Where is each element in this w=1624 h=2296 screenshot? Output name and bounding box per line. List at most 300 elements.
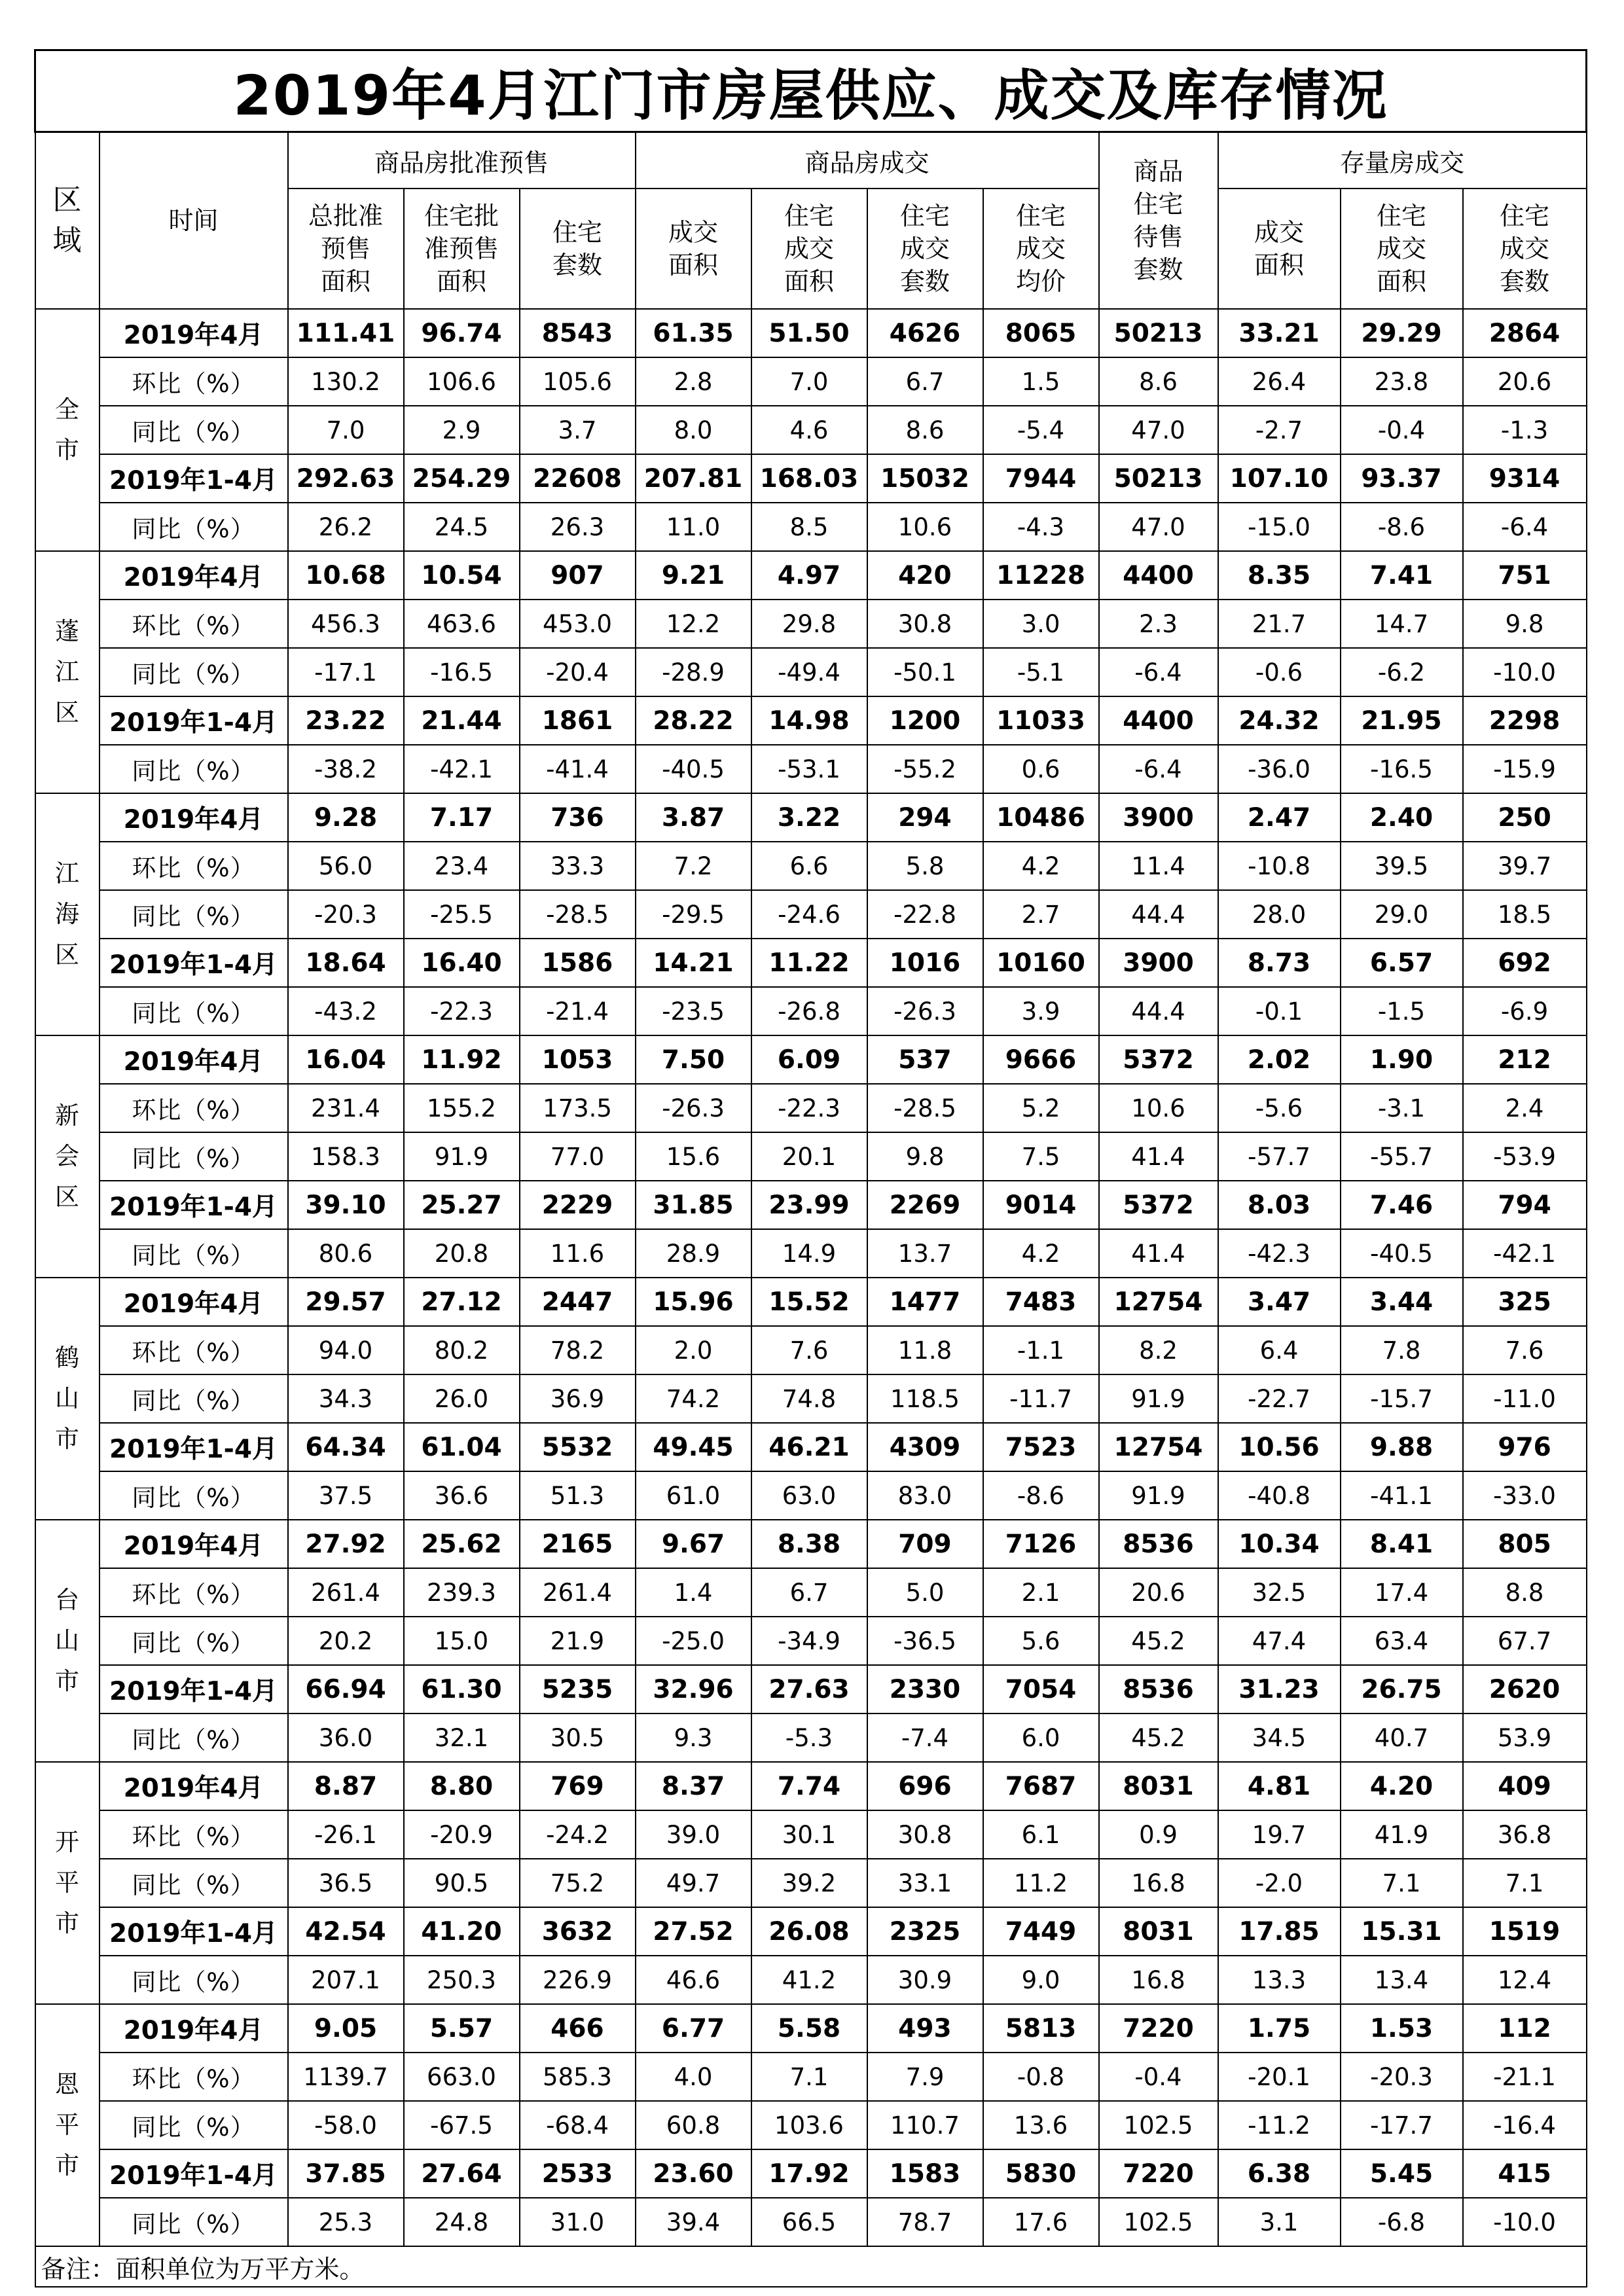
value-cell: 696 bbox=[867, 1762, 983, 1810]
value-cell: 1861 bbox=[520, 696, 636, 745]
period-cell: 2019年1-4月 bbox=[99, 1907, 288, 1956]
table-row bbox=[35, 2101, 1587, 2149]
value-cell: 2229 bbox=[520, 1181, 636, 1229]
table-row bbox=[35, 2149, 1587, 2198]
table-row bbox=[35, 1520, 1587, 1568]
period-cell: 2019年1-4月 bbox=[99, 454, 288, 503]
value-cell: 9.67 bbox=[636, 1520, 751, 1568]
value-cell: 23.22 bbox=[288, 696, 404, 745]
presale-group-header: 商品房批准预售 bbox=[288, 132, 636, 189]
value-cell: -6.4 bbox=[1463, 503, 1587, 551]
value-cell: 3.7 bbox=[520, 406, 636, 454]
value-cell: 91.9 bbox=[404, 1132, 520, 1181]
table-row bbox=[35, 842, 1587, 890]
value-cell: 41.9 bbox=[1341, 1810, 1463, 1859]
value-cell: 709 bbox=[867, 1520, 983, 1568]
value-cell: -6.4 bbox=[1099, 648, 1218, 696]
value-cell: 8.8 bbox=[1463, 1568, 1587, 1617]
value-cell: 4.20 bbox=[1341, 1762, 1463, 1810]
value-cell: 736 bbox=[520, 793, 636, 842]
value-cell: 10.54 bbox=[404, 551, 520, 600]
value-cell: 6.7 bbox=[867, 357, 983, 406]
period-cell: 环比（%） bbox=[99, 2053, 288, 2101]
value-cell: 2.8 bbox=[636, 357, 751, 406]
period-cell: 同比（%） bbox=[99, 1859, 288, 1907]
table-row bbox=[35, 987, 1587, 1035]
value-cell: -57.7 bbox=[1218, 1132, 1341, 1181]
value-cell: -16.4 bbox=[1463, 2101, 1587, 2149]
value-cell: 8543 bbox=[520, 309, 636, 357]
value-cell: -6.4 bbox=[1099, 745, 1218, 793]
value-cell: 29.8 bbox=[751, 600, 867, 648]
time-header: 时间 bbox=[99, 132, 288, 310]
value-cell: 6.4 bbox=[1218, 1326, 1341, 1374]
value-cell: 2.4 bbox=[1463, 1084, 1587, 1132]
value-cell: 93.37 bbox=[1341, 454, 1463, 503]
value-cell: 12754 bbox=[1099, 1423, 1218, 1471]
value-cell: 2.47 bbox=[1218, 793, 1341, 842]
value-cell: 5813 bbox=[983, 2004, 1099, 2053]
value-cell: 39.10 bbox=[288, 1181, 404, 1229]
period-cell: 2019年4月 bbox=[99, 309, 288, 357]
value-cell: 23.8 bbox=[1341, 357, 1463, 406]
table-row bbox=[35, 1278, 1587, 1326]
table-row bbox=[35, 939, 1587, 987]
value-cell: 1200 bbox=[867, 696, 983, 745]
period-cell: 2019年1-4月 bbox=[99, 696, 288, 745]
value-cell: 1583 bbox=[867, 2149, 983, 2198]
value-cell: 294 bbox=[867, 793, 983, 842]
value-cell: 29.29 bbox=[1341, 309, 1463, 357]
value-cell: 10.6 bbox=[867, 503, 983, 551]
value-cell: 30.5 bbox=[520, 1713, 636, 1762]
value-cell: 5.2 bbox=[983, 1084, 1099, 1132]
value-cell: -36.5 bbox=[867, 1617, 983, 1665]
value-cell: -55.2 bbox=[867, 745, 983, 793]
value-cell: 11033 bbox=[983, 696, 1099, 745]
value-cell: -24.6 bbox=[751, 890, 867, 939]
value-cell: 15.6 bbox=[636, 1132, 751, 1181]
value-cell: -58.0 bbox=[288, 2101, 404, 2149]
value-cell: -21.1 bbox=[1463, 2053, 1587, 2101]
value-cell: 14.7 bbox=[1341, 600, 1463, 648]
value-cell: -10.8 bbox=[1218, 842, 1341, 890]
value-cell: 106.6 bbox=[404, 357, 520, 406]
value-cell: -5.6 bbox=[1218, 1084, 1341, 1132]
value-cell: 64.34 bbox=[288, 1423, 404, 1471]
value-cell: 130.2 bbox=[288, 357, 404, 406]
value-cell: 11.22 bbox=[751, 939, 867, 987]
value-cell: 6.77 bbox=[636, 2004, 751, 2053]
value-cell: 90.5 bbox=[404, 1859, 520, 1907]
value-cell: -8.6 bbox=[983, 1471, 1099, 1520]
value-cell: 5235 bbox=[520, 1665, 636, 1713]
value-cell: 33.21 bbox=[1218, 309, 1341, 357]
value-cell: 250 bbox=[1463, 793, 1587, 842]
value-cell: 30.8 bbox=[867, 600, 983, 648]
value-cell: 6.7 bbox=[751, 1568, 867, 1617]
value-cell: 74.8 bbox=[751, 1374, 867, 1423]
period-cell: 同比（%） bbox=[99, 1713, 288, 1762]
value-cell: 8031 bbox=[1099, 1907, 1218, 1956]
value-cell: 7523 bbox=[983, 1423, 1099, 1471]
value-cell: 3.44 bbox=[1341, 1278, 1463, 1326]
value-cell: 8.37 bbox=[636, 1762, 751, 1810]
value-cell: 26.0 bbox=[404, 1374, 520, 1423]
value-cell: 6.0 bbox=[983, 1713, 1099, 1762]
value-cell: 26.2 bbox=[288, 503, 404, 551]
value-cell: 7.41 bbox=[1341, 551, 1463, 600]
value-cell: 3.22 bbox=[751, 793, 867, 842]
value-cell: 7.6 bbox=[751, 1326, 867, 1374]
value-cell: 102.5 bbox=[1099, 2198, 1218, 2246]
value-cell: -25.5 bbox=[404, 890, 520, 939]
value-cell: 20.1 bbox=[751, 1132, 867, 1181]
value-cell: -42.1 bbox=[1463, 1229, 1587, 1278]
region-name: 全 市 bbox=[35, 309, 99, 551]
value-cell: 2447 bbox=[520, 1278, 636, 1326]
value-cell: 7054 bbox=[983, 1665, 1099, 1713]
value-cell: 41.4 bbox=[1099, 1229, 1218, 1278]
value-cell: 2.40 bbox=[1341, 793, 1463, 842]
value-cell: 2.1 bbox=[983, 1568, 1099, 1617]
table-row bbox=[35, 648, 1587, 696]
value-cell: 28.0 bbox=[1218, 890, 1341, 939]
table-row bbox=[35, 1423, 1587, 1471]
value-cell: 5.58 bbox=[751, 2004, 867, 2053]
value-cell: 4.81 bbox=[1218, 1762, 1341, 1810]
value-cell: -41.4 bbox=[520, 745, 636, 793]
value-cell: 44.4 bbox=[1099, 890, 1218, 939]
value-cell: -34.9 bbox=[751, 1617, 867, 1665]
value-cell: 10.56 bbox=[1218, 1423, 1341, 1471]
value-cell: 8.0 bbox=[636, 406, 751, 454]
table-row bbox=[35, 600, 1587, 648]
value-cell: 168.03 bbox=[751, 454, 867, 503]
value-cell: -17.1 bbox=[288, 648, 404, 696]
value-cell: 9.8 bbox=[867, 1132, 983, 1181]
value-cell: 47.0 bbox=[1099, 406, 1218, 454]
value-cell: -1.1 bbox=[983, 1326, 1099, 1374]
value-cell: 3900 bbox=[1099, 793, 1218, 842]
value-cell: 14.9 bbox=[751, 1229, 867, 1278]
period-cell: 同比（%） bbox=[99, 745, 288, 793]
value-cell: 1016 bbox=[867, 939, 983, 987]
period-cell: 环比（%） bbox=[99, 1084, 288, 1132]
period-cell: 2019年1-4月 bbox=[99, 1665, 288, 1713]
value-cell: -17.7 bbox=[1341, 2101, 1463, 2149]
presale-col-header: 住宅 套数 bbox=[520, 188, 636, 309]
value-cell: 2269 bbox=[867, 1181, 983, 1229]
value-cell: 51.3 bbox=[520, 1471, 636, 1520]
value-cell: 7.8 bbox=[1341, 1326, 1463, 1374]
value-cell: 7687 bbox=[983, 1762, 1099, 1810]
value-cell: -26.8 bbox=[751, 987, 867, 1035]
region-name: 新 会 区 bbox=[35, 1035, 99, 1278]
table-row bbox=[35, 1084, 1587, 1132]
value-cell: 47.0 bbox=[1099, 503, 1218, 551]
value-cell: 226.9 bbox=[520, 1956, 636, 2004]
value-cell: -20.3 bbox=[288, 890, 404, 939]
value-cell: -11.2 bbox=[1218, 2101, 1341, 2149]
value-cell: 7449 bbox=[983, 1907, 1099, 1956]
value-cell: 91.9 bbox=[1099, 1471, 1218, 1520]
value-cell: 21.44 bbox=[404, 696, 520, 745]
value-cell: 493 bbox=[867, 2004, 983, 2053]
value-cell: -53.9 bbox=[1463, 1132, 1587, 1181]
presale-col-header: 总批准 预售 面积 bbox=[288, 188, 404, 309]
value-cell: 1586 bbox=[520, 939, 636, 987]
period-cell: 同比（%） bbox=[99, 890, 288, 939]
value-cell: 4.2 bbox=[983, 842, 1099, 890]
value-cell: 21.95 bbox=[1341, 696, 1463, 745]
value-cell: 61.04 bbox=[404, 1423, 520, 1471]
value-cell: 9.8 bbox=[1463, 600, 1587, 648]
value-cell: -15.0 bbox=[1218, 503, 1341, 551]
value-cell: 8.03 bbox=[1218, 1181, 1341, 1229]
value-cell: 45.2 bbox=[1099, 1713, 1218, 1762]
value-cell: 261.4 bbox=[288, 1568, 404, 1617]
value-cell: 24.32 bbox=[1218, 696, 1341, 745]
value-cell: 36.5 bbox=[288, 1859, 404, 1907]
value-cell: 12754 bbox=[1099, 1278, 1218, 1326]
value-cell: 11.6 bbox=[520, 1229, 636, 1278]
value-cell: 7220 bbox=[1099, 2149, 1218, 2198]
value-cell: -53.1 bbox=[751, 745, 867, 793]
value-cell: 254.29 bbox=[404, 454, 520, 503]
value-cell: 7.74 bbox=[751, 1762, 867, 1810]
presale-col-header: 住宅批 准预售 面积 bbox=[404, 188, 520, 309]
value-cell: 56.0 bbox=[288, 842, 404, 890]
value-cell: 15.31 bbox=[1341, 1907, 1463, 1956]
deal-col-header: 住宅 成交 均价 bbox=[983, 188, 1099, 309]
value-cell: 61.35 bbox=[636, 309, 751, 357]
value-cell: -7.4 bbox=[867, 1713, 983, 1762]
value-cell: 14.21 bbox=[636, 939, 751, 987]
region-name: 台 山 市 bbox=[35, 1520, 99, 1762]
value-cell: -0.8 bbox=[983, 2053, 1099, 2101]
value-cell: -15.7 bbox=[1341, 1374, 1463, 1423]
value-cell: 36.0 bbox=[288, 1713, 404, 1762]
value-cell: 794 bbox=[1463, 1181, 1587, 1229]
value-cell: -5.1 bbox=[983, 648, 1099, 696]
value-cell: 39.7 bbox=[1463, 842, 1587, 890]
value-cell: 27.92 bbox=[288, 1520, 404, 1568]
value-cell: 31.0 bbox=[520, 2198, 636, 2246]
period-cell: 环比（%） bbox=[99, 357, 288, 406]
period-cell: 同比（%） bbox=[99, 1471, 288, 1520]
value-cell: 14.98 bbox=[751, 696, 867, 745]
value-cell: 8.87 bbox=[288, 1762, 404, 1810]
value-cell: -22.8 bbox=[867, 890, 983, 939]
value-cell: 9014 bbox=[983, 1181, 1099, 1229]
value-cell: 5.45 bbox=[1341, 2149, 1463, 2198]
value-cell: 7.6 bbox=[1463, 1326, 1587, 1374]
value-cell: 2.02 bbox=[1218, 1035, 1341, 1084]
value-cell: 8031 bbox=[1099, 1762, 1218, 1810]
value-cell: 207.81 bbox=[636, 454, 751, 503]
value-cell: 10.34 bbox=[1218, 1520, 1341, 1568]
table-row bbox=[35, 1810, 1587, 1859]
value-cell: 27.63 bbox=[751, 1665, 867, 1713]
value-cell: -68.4 bbox=[520, 2101, 636, 2149]
value-cell: 585.3 bbox=[520, 2053, 636, 2101]
table-row bbox=[35, 1762, 1587, 1810]
value-cell: 30.8 bbox=[867, 1810, 983, 1859]
value-cell: -16.5 bbox=[404, 648, 520, 696]
value-cell: 30.9 bbox=[867, 1956, 983, 2004]
value-cell: -50.1 bbox=[867, 648, 983, 696]
value-cell: 5532 bbox=[520, 1423, 636, 1471]
value-cell: 26.75 bbox=[1341, 1665, 1463, 1713]
value-cell: 22608 bbox=[520, 454, 636, 503]
value-cell: 94.0 bbox=[288, 1326, 404, 1374]
period-cell: 2019年4月 bbox=[99, 2004, 288, 2053]
table-row bbox=[35, 309, 1587, 357]
value-cell: 77.0 bbox=[520, 1132, 636, 1181]
value-cell: 16.8 bbox=[1099, 1956, 1218, 2004]
region-name: 蓬 江 区 bbox=[35, 551, 99, 793]
period-cell: 同比（%） bbox=[99, 1374, 288, 1423]
value-cell: 11.8 bbox=[867, 1326, 983, 1374]
value-cell: 3.9 bbox=[983, 987, 1099, 1035]
value-cell: 12.2 bbox=[636, 600, 751, 648]
value-cell: 46.6 bbox=[636, 1956, 751, 2004]
value-cell: 8.38 bbox=[751, 1520, 867, 1568]
value-cell: 27.64 bbox=[404, 2149, 520, 2198]
deal-group-header: 商品房成交 bbox=[636, 132, 1099, 189]
value-cell: 6.09 bbox=[751, 1035, 867, 1084]
value-cell: 27.52 bbox=[636, 1907, 751, 1956]
value-cell: 250.3 bbox=[404, 1956, 520, 2004]
value-cell: 2864 bbox=[1463, 309, 1587, 357]
value-cell: 4.2 bbox=[983, 1229, 1099, 1278]
value-cell: 261.4 bbox=[520, 1568, 636, 1617]
value-cell: 11.4 bbox=[1099, 842, 1218, 890]
value-cell: 8536 bbox=[1099, 1665, 1218, 1713]
value-cell: 50213 bbox=[1099, 454, 1218, 503]
value-cell: 80.2 bbox=[404, 1326, 520, 1374]
value-cell: 1.90 bbox=[1341, 1035, 1463, 1084]
value-cell: 39.0 bbox=[636, 1810, 751, 1859]
value-cell: -23.5 bbox=[636, 987, 751, 1035]
value-cell: -20.9 bbox=[404, 1810, 520, 1859]
value-cell: 463.6 bbox=[404, 600, 520, 648]
value-cell: 2620 bbox=[1463, 1665, 1587, 1713]
value-cell: 0.9 bbox=[1099, 1810, 1218, 1859]
value-cell: 13.7 bbox=[867, 1229, 983, 1278]
value-cell: 8.6 bbox=[1099, 357, 1218, 406]
value-cell: 31.23 bbox=[1218, 1665, 1341, 1713]
value-cell: -42.3 bbox=[1218, 1229, 1341, 1278]
value-cell: 17.4 bbox=[1341, 1568, 1463, 1617]
value-cell: 10.68 bbox=[288, 551, 404, 600]
value-cell: 4.6 bbox=[751, 406, 867, 454]
value-cell: 11.0 bbox=[636, 503, 751, 551]
period-cell: 同比（%） bbox=[99, 503, 288, 551]
value-cell: 1.5 bbox=[983, 357, 1099, 406]
value-cell: 32.96 bbox=[636, 1665, 751, 1713]
value-cell: 47.4 bbox=[1218, 1617, 1341, 1665]
value-cell: 61.30 bbox=[404, 1665, 520, 1713]
value-cell: 7.1 bbox=[751, 2053, 867, 2101]
value-cell: 18.64 bbox=[288, 939, 404, 987]
value-cell: 7.5 bbox=[983, 1132, 1099, 1181]
value-cell: 33.1 bbox=[867, 1859, 983, 1907]
value-cell: 15.52 bbox=[751, 1278, 867, 1326]
value-cell: -6.8 bbox=[1341, 2198, 1463, 2246]
value-cell: 0.6 bbox=[983, 745, 1099, 793]
value-cell: 8065 bbox=[983, 309, 1099, 357]
value-cell: 34.3 bbox=[288, 1374, 404, 1423]
value-cell: 103.6 bbox=[751, 2101, 867, 2149]
value-cell: 67.7 bbox=[1463, 1617, 1587, 1665]
value-cell: 29.57 bbox=[288, 1278, 404, 1326]
value-cell: 11.92 bbox=[404, 1035, 520, 1084]
value-cell: 51.50 bbox=[751, 309, 867, 357]
period-cell: 2019年1-4月 bbox=[99, 1423, 288, 1471]
value-cell: 78.7 bbox=[867, 2198, 983, 2246]
value-cell: 158.3 bbox=[288, 1132, 404, 1181]
value-cell: 21.9 bbox=[520, 1617, 636, 1665]
value-cell: 5830 bbox=[983, 2149, 1099, 2198]
value-cell: 112 bbox=[1463, 2004, 1587, 2053]
table-row bbox=[35, 890, 1587, 939]
value-cell: 1.53 bbox=[1341, 2004, 1463, 2053]
value-cell: 4400 bbox=[1099, 696, 1218, 745]
value-cell: 10160 bbox=[983, 939, 1099, 987]
period-cell: 同比（%） bbox=[99, 1956, 288, 2004]
table-row bbox=[35, 1471, 1587, 1520]
value-cell: -40.5 bbox=[636, 745, 751, 793]
value-cell: 20.6 bbox=[1463, 357, 1587, 406]
value-cell: 2.9 bbox=[404, 406, 520, 454]
value-cell: 75.2 bbox=[520, 1859, 636, 1907]
value-cell: 37.85 bbox=[288, 2149, 404, 2198]
value-cell: 107.10 bbox=[1218, 454, 1341, 503]
table-row bbox=[35, 2053, 1587, 2101]
value-cell: 2533 bbox=[520, 2149, 636, 2198]
value-cell: 11.2 bbox=[983, 1859, 1099, 1907]
value-cell: -20.3 bbox=[1341, 2053, 1463, 2101]
value-cell: 5372 bbox=[1099, 1035, 1218, 1084]
value-cell: -25.0 bbox=[636, 1617, 751, 1665]
value-cell: 7.9 bbox=[867, 2053, 983, 2101]
table-row bbox=[35, 1374, 1587, 1423]
value-cell: 83.0 bbox=[867, 1471, 983, 1520]
value-cell: -5.3 bbox=[751, 1713, 867, 1762]
value-cell: -16.5 bbox=[1341, 745, 1463, 793]
value-cell: 32.1 bbox=[404, 1713, 520, 1762]
value-cell: 4309 bbox=[867, 1423, 983, 1471]
region-header: 区 域 bbox=[35, 132, 99, 310]
table-row bbox=[35, 1132, 1587, 1181]
value-cell: 18.5 bbox=[1463, 890, 1587, 939]
table-row bbox=[35, 1326, 1587, 1374]
value-cell: 19.7 bbox=[1218, 1810, 1341, 1859]
value-cell: 41.20 bbox=[404, 1907, 520, 1956]
value-cell: -1.3 bbox=[1463, 406, 1587, 454]
period-cell: 同比（%） bbox=[99, 987, 288, 1035]
value-cell: 17.6 bbox=[983, 2198, 1099, 2246]
value-cell: -41.1 bbox=[1341, 1471, 1463, 1520]
value-cell: -26.1 bbox=[288, 1810, 404, 1859]
value-cell: 78.2 bbox=[520, 1326, 636, 1374]
value-cell: 3.1 bbox=[1218, 2198, 1341, 2246]
value-cell: -0.1 bbox=[1218, 987, 1341, 1035]
value-cell: -8.6 bbox=[1341, 503, 1463, 551]
value-cell: 663.0 bbox=[404, 2053, 520, 2101]
